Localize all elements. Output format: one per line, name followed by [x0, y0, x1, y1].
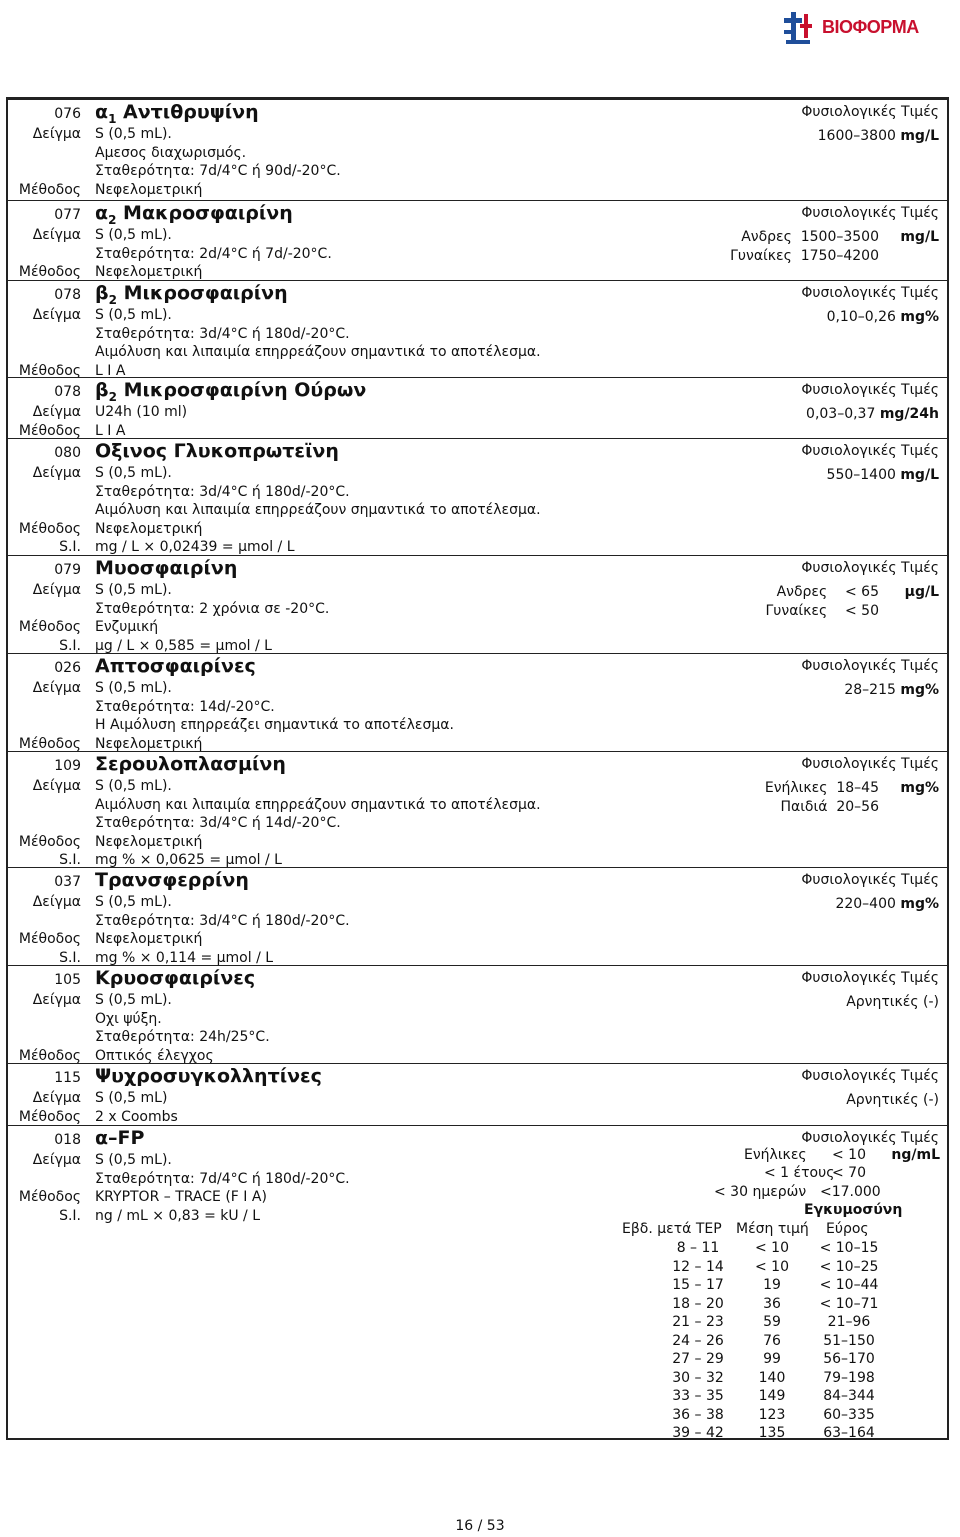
reference-header: Φυσιολογικές Τιμές: [801, 658, 939, 674]
row-text: Νεφελομετρική: [95, 735, 203, 752]
row-text: S (0,5 mL).: [95, 307, 172, 323]
reference-header: Φυσιολογικές Τιμές: [801, 285, 939, 301]
row-label: Δείγμα: [32, 465, 81, 481]
row-text: L I A: [95, 422, 126, 439]
row-text: mg % × 0,0625 = μmol / L: [95, 852, 282, 869]
row-label: Μέθοδος: [18, 362, 81, 379]
test-title-subscript: 2: [108, 389, 117, 404]
row-text: 2 x Coombs: [95, 1108, 178, 1125]
adult-unit: ng/mL: [891, 1147, 940, 1163]
reference-unit: mg/L: [900, 467, 939, 483]
reference-header: Φυσιολογικές Τιμές: [801, 104, 939, 120]
table-cell-mean: 149: [758, 1388, 786, 1404]
table-cell-mean: 99: [763, 1351, 781, 1367]
reference-header: Φυσιολογικές Τιμές: [801, 1068, 939, 1084]
test-title-rest: Μικροσφαιρίνη: [116, 282, 288, 304]
table-cell-mean: 140: [758, 1369, 786, 1386]
newborn-value: <17.000: [820, 1184, 881, 1200]
table-cell-weeks: 39 – 42: [672, 1425, 724, 1441]
reference-header: Φυσιολογικές Τιμές: [801, 382, 939, 398]
table-cell-mean: 36: [763, 1295, 781, 1312]
reference-mid: Ενήλικες 18–45: [764, 780, 879, 796]
row-text: Οπτικός έλεγχος: [95, 1047, 214, 1064]
row-label: S.I.: [59, 539, 81, 556]
row-text: Η Αιμόλυση επηρρεάζει σημαντικά το αποτέλεσμα.: [95, 717, 454, 734]
row-text: Νεφελομετρική: [95, 181, 203, 198]
table-cell-weeks: 18 – 20: [672, 1295, 724, 1312]
row-label: Μέθοδος: [18, 1189, 81, 1206]
page-number: 16 / 53: [455, 1518, 505, 1534]
reference-header: Φυσιολογικές Τιμές: [801, 756, 939, 772]
row-text: Σταθερότητα: 3d/4°C ή 180d/-20°C.: [95, 325, 350, 342]
row-text: Νεφελομετρική: [95, 931, 203, 948]
reference-header: Φυσιολογικές Τιμές: [801, 1130, 939, 1146]
row-text: L I A: [95, 362, 126, 379]
row-text: Νεφελομετρική: [95, 520, 203, 537]
table-cell-range: < 10–71: [819, 1295, 879, 1312]
row-label: 115: [54, 1070, 81, 1086]
reference-range: Αρνητικές (-): [846, 1092, 939, 1108]
test-title-main: Σερουλοπλασμίνη: [95, 753, 286, 775]
row-label: 105: [54, 972, 81, 988]
infant-label: < 1 έτους: [764, 1165, 835, 1181]
row-label: S.I.: [59, 1207, 81, 1224]
table-cell-range: 63–164: [823, 1425, 875, 1441]
test-title-main: Κρυοσφαιρίνες: [95, 967, 256, 989]
table-cell-mean: 123: [758, 1406, 786, 1423]
row-label: S.I.: [59, 852, 81, 869]
row-text: ng / mL × 0,83 = kU / L: [95, 1207, 261, 1224]
row-text: Σταθερότητα: 7d/4°C ή 90d/-20°C.: [95, 163, 341, 180]
test-title-main: β: [95, 282, 109, 304]
row-text: S (0,5 mL).: [95, 1152, 172, 1168]
test-title-main: β: [95, 379, 109, 401]
row-text: Σταθερότητα: 3d/4°C ή 180d/-20°C.: [95, 912, 350, 929]
reference-range: Αρνητικές (-): [846, 994, 939, 1010]
row-label: Δείγμα: [32, 894, 81, 910]
table-cell-mean: 19: [763, 1277, 781, 1293]
reference-unit: mg/L: [900, 229, 939, 245]
reference-mid: Ανδρες 1500–3500: [741, 229, 879, 245]
row-label: Δείγμα: [32, 1152, 81, 1168]
row-label: 079: [54, 562, 81, 578]
row-label: S.I.: [59, 637, 81, 654]
row-text: Σταθερότητα: 7d/4°C ή 180d/-20°C.: [95, 1170, 350, 1187]
infant-value: < 70: [832, 1165, 866, 1181]
reference-mid: Παιδιά 20–56: [780, 798, 879, 815]
table-cell-range: 84–344: [823, 1388, 875, 1404]
reference-range: 550–1400: [826, 467, 896, 483]
table-cell-range: 56–170: [823, 1351, 875, 1367]
row-label: Δείγμα: [32, 126, 81, 142]
row-label: Μέθοδος: [18, 619, 81, 636]
row-label: Δείγμα: [32, 404, 81, 420]
row-label: Δείγμα: [32, 582, 81, 598]
row-text: S (0,5 mL).: [95, 680, 172, 696]
row-label: Μέθοδος: [18, 1108, 81, 1125]
row-label: Μέθοδος: [18, 520, 81, 537]
reference-mid: Γυναίκες < 50: [765, 602, 879, 619]
table-cell-range: < 10–15: [819, 1240, 879, 1256]
test-title-main: α–FP: [95, 1127, 145, 1149]
col-weeks-header: Εβδ. μετά ΤΕΡ: [622, 1221, 722, 1237]
row-text: Σταθερότητα: 3d/4°C ή 14d/-20°C.: [95, 815, 341, 832]
row-label: Δείγμα: [32, 992, 81, 1008]
row-text: Αιμόλυση και λιπαιμία επηρρεάζουν σημαντικά το αποτέλεσμα.: [95, 344, 541, 361]
table-cell-range: < 10–25: [819, 1258, 879, 1275]
row-label: 078: [54, 384, 81, 400]
reference-mid: Γυναίκες 1750–4200: [730, 247, 879, 264]
table-cell-weeks: 15 – 17: [672, 1277, 724, 1293]
row-text: mg % × 0,114 = μmol / L: [95, 949, 274, 966]
reference-unit: μg/L: [904, 584, 939, 600]
row-label: Δείγμα: [32, 778, 81, 794]
row-label: 076: [54, 106, 81, 122]
reference-header: Φυσιολογικές Τιμές: [801, 205, 939, 221]
row-label: 078: [54, 287, 81, 303]
table-cell-mean: < 10: [755, 1240, 789, 1256]
test-title-main: Απτοσφαιρίνες: [95, 655, 256, 677]
row-label: 080: [54, 445, 81, 461]
row-text: S (0,5 mL).: [95, 126, 172, 142]
row-label: Δείγμα: [32, 307, 81, 323]
reference-header: Φυσιολογικές Τιμές: [801, 443, 939, 459]
reference-unit: mg/24h: [879, 406, 939, 422]
row-text: Αμεσος διαχωρισμός.: [95, 144, 247, 161]
test-title-main: Μυοσφαιρίνη: [95, 557, 238, 579]
row-label: Μέθοδος: [18, 264, 81, 281]
reference-mid: Ανδρες < 65: [776, 584, 879, 600]
row-text: S (0,5 mL).: [95, 582, 172, 598]
row-text: Αιμόλυση και λιπαιμία επηρρεάζουν σημαντικά το αποτέλεσμα.: [95, 502, 541, 519]
table-cell-range: < 10–44: [819, 1277, 879, 1293]
row-text: S (0,5 mL).: [95, 894, 172, 910]
row-label: Δείγμα: [32, 227, 81, 243]
table-cell-range: 79–198: [823, 1369, 875, 1386]
row-text: Σταθερότητα: 3d/4°C ή 180d/-20°C.: [95, 483, 350, 500]
row-text: U24h (10 ml): [95, 404, 188, 420]
row-label: Μέθοδος: [18, 422, 81, 439]
row-text: Σταθερότητα: 14d/-20°C.: [95, 698, 275, 715]
col-range-header: Εύρος: [826, 1221, 869, 1237]
test-title-rest: Μικροσφαιρίνη Ούρων: [116, 379, 367, 401]
table-cell-weeks: 36 – 38: [672, 1406, 724, 1423]
test-title-subscript: 2: [108, 212, 117, 227]
row-text: S (0,5 mL).: [95, 778, 172, 794]
table-cell-mean: 135: [758, 1425, 786, 1441]
row-label: Μέθοδος: [18, 181, 81, 198]
row-label: Μέθοδος: [18, 735, 81, 752]
row-label: Μέθοδος: [18, 1047, 81, 1064]
row-text: S (0,5 mL).: [95, 227, 172, 243]
row-text: Αιμόλυση και λιπαιμία επηρρεάζουν σημαντικά το αποτέλεσμα.: [95, 796, 541, 813]
table-cell-weeks: 21 – 23: [672, 1314, 724, 1330]
table-cell-weeks: 12 – 14: [672, 1258, 724, 1275]
reference-header: Φυσιολογικές Τιμές: [801, 872, 939, 888]
test-title-rest: Μακροσφαιρίνη: [116, 202, 293, 224]
table-cell-range: 51–150: [823, 1332, 875, 1349]
row-label: 109: [54, 758, 81, 774]
test-title-rest: Αντιθρυψίνη: [116, 101, 259, 123]
reference-unit: mg%: [900, 780, 939, 796]
table-cell-mean: 76: [763, 1332, 781, 1349]
adult-value: < 10: [832, 1147, 866, 1163]
adult-label: Ενήλικες: [744, 1147, 807, 1163]
col-mean-header: Μέση τιμή: [736, 1221, 809, 1237]
test-title-main: α: [95, 101, 109, 123]
row-text: Νεφελομετρική: [95, 264, 203, 281]
logo-text: ΒΙΟΦΟΡΜΑ: [822, 17, 919, 37]
test-title-main: Τρανσφερρίνη: [95, 869, 249, 891]
row-text: Οχι ψύξη.: [95, 1010, 162, 1027]
table-cell-mean: < 10: [755, 1258, 789, 1275]
row-label: S.I.: [59, 949, 81, 966]
reference-unit: mg%: [900, 896, 939, 912]
row-label: 018: [54, 1132, 81, 1148]
row-text: Ενζυμική: [95, 619, 159, 636]
row-text: Σταθερότητα: 2 χρόνια σε -20°C.: [95, 600, 330, 617]
reference-range: 220–400: [835, 896, 896, 912]
reference-range: 28–215: [844, 682, 896, 698]
row-text: μg / L × 0,585 = μmol / L: [95, 637, 272, 654]
table-cell-weeks: 30 – 32: [672, 1369, 724, 1386]
reference-unit: mg%: [900, 309, 939, 325]
test-title-subscript: 1: [108, 111, 117, 126]
row-label: 037: [54, 874, 81, 890]
row-label: Δείγμα: [32, 1090, 81, 1106]
row-text: Σταθερότητα: 2d/4°C ή 7d/-20°C.: [95, 245, 332, 262]
row-text: S (0,5 mL).: [95, 465, 172, 481]
row-text: S (0,5 mL).: [95, 992, 172, 1008]
table-cell-weeks: 8 – 11: [676, 1240, 720, 1256]
row-text: mg / L × 0,02439 = μmol / L: [95, 539, 295, 556]
row-text: Σταθερότητα: 24h/25°C.: [95, 1029, 270, 1046]
reference-range: 0,03–0,37: [806, 406, 876, 422]
table-cell-range: 60–335: [823, 1406, 875, 1423]
table-cell-weeks: 27 – 29: [672, 1351, 724, 1367]
row-text: S (0,5 mL): [95, 1090, 168, 1106]
row-label: Μέθοδος: [18, 833, 81, 850]
test-title-main: Ψυχροσυγκολλητίνες: [95, 1065, 322, 1087]
reference-header: Φυσιολογικές Τιμές: [801, 560, 939, 576]
table-cell-weeks: 33 – 35: [672, 1388, 724, 1404]
row-label: 026: [54, 660, 81, 676]
table-cell-weeks: 24 – 26: [672, 1332, 724, 1349]
pregnancy-title: Εγκυμοσύνη: [804, 1202, 903, 1218]
test-title-main: Οξινος Γλυκοπρωτεϊνη: [95, 440, 339, 462]
reference-unit: mg%: [900, 682, 939, 698]
test-title-main: α: [95, 202, 109, 224]
reference-range: 1600–3800: [817, 128, 896, 144]
row-label: 077: [54, 207, 81, 223]
row-label: Δείγμα: [32, 680, 81, 696]
row-label: Μέθοδος: [18, 931, 81, 948]
row-text: KRYPTOR – TRACE (F I A): [95, 1189, 267, 1206]
test-title-subscript: 2: [108, 292, 117, 307]
table-cell-range: 21–96: [827, 1314, 871, 1330]
reference-range: 0,10–0,26: [826, 309, 896, 325]
row-text: Νεφελομετρική: [95, 833, 203, 850]
table-cell-mean: 59: [763, 1314, 781, 1330]
reference-header: Φυσιολογικές Τιμές: [801, 970, 939, 986]
reference-unit: mg/L: [900, 128, 939, 144]
newborn-label: < 30 ημερών: [714, 1184, 807, 1200]
